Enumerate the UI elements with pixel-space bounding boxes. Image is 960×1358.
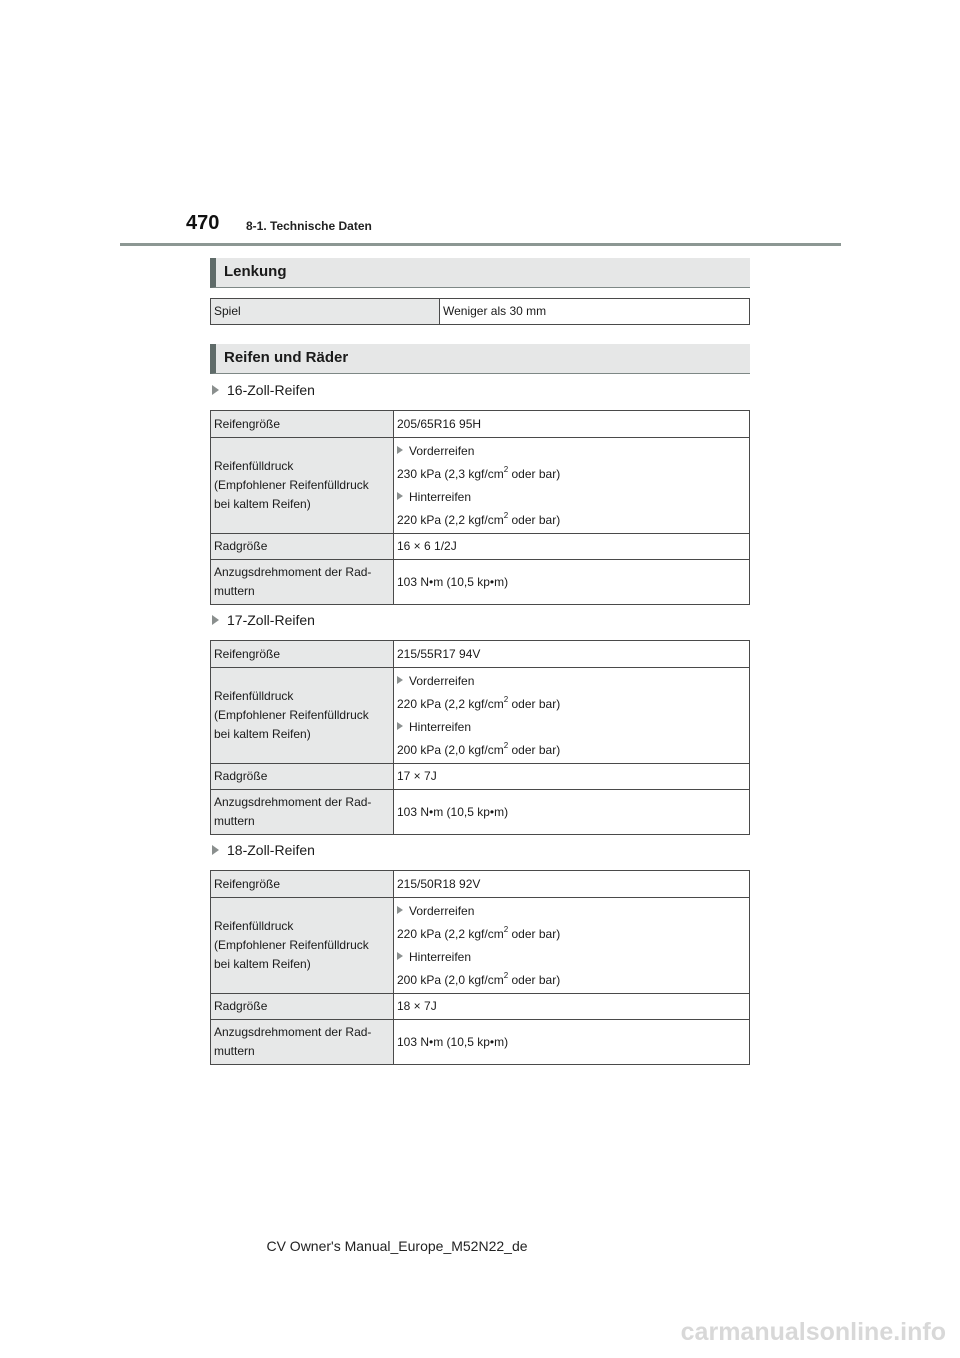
front-tire-line (397, 672, 746, 691)
superscript: 2 (503, 970, 509, 980)
superscript: 2 (503, 924, 509, 934)
front-tire-line (397, 442, 746, 461)
table-label-cell (211, 790, 394, 835)
table-value-cell: 103 N•m (10,5 kp•m) (394, 560, 750, 605)
table-label-cell (211, 438, 394, 534)
front-tire-line (397, 902, 746, 921)
label-line: Reifenfülldruck (214, 689, 294, 703)
table-value-cell (394, 898, 750, 994)
table-row (211, 438, 750, 534)
label-line: bei kaltem Reifen) (214, 957, 311, 971)
rear-tire-pressure (397, 971, 746, 990)
pressure-text: 220 kPa (2,2 kgf/cm (397, 696, 504, 711)
pressure-text: oder bar) (508, 466, 561, 481)
page-number: 470 (186, 212, 220, 234)
table-row (211, 994, 750, 1020)
table-label-cell: Radgröße (211, 994, 394, 1020)
table-label-cell (211, 668, 394, 764)
pressure-text: oder bar) (508, 696, 561, 711)
label-line: Reifenfülldruck (214, 459, 294, 473)
subheading-17-inch (212, 612, 315, 628)
rear-tire-line (397, 488, 746, 507)
subheading-18-inch (212, 842, 315, 858)
table-label-cell: Reifengröße (211, 411, 394, 438)
front-tire-label: Vorderreifen (409, 443, 475, 458)
label-line: (Empfohlener Reifenfülldruck (214, 708, 369, 722)
front-tire-pressure (397, 925, 746, 944)
label-line: (Empfohlener Reifenfülldruck (214, 478, 369, 492)
table-value-cell: Weniger als 30 mm (440, 299, 750, 325)
table-label-cell (211, 560, 394, 605)
rear-tire-line (397, 948, 746, 967)
table-label-cell: Radgröße (211, 764, 394, 790)
table-row (211, 1020, 750, 1065)
pressure-text: oder bar) (508, 512, 561, 527)
label-line: bei kaltem Reifen) (214, 727, 311, 741)
label-line: Anzugsdrehmoment der Rad- (214, 795, 372, 809)
label-line: Anzugsdrehmoment der Rad- (214, 1025, 372, 1039)
arrow-right-icon (212, 845, 219, 855)
subheading-text: 16-Zoll-Reifen (227, 382, 315, 398)
header-rule (120, 243, 841, 246)
section-heading-tires (210, 344, 750, 374)
tire-table-16 (210, 410, 750, 605)
table-value-cell: 17 × 7J (394, 764, 750, 790)
subheading-16-inch (212, 382, 315, 398)
pressure-text: 220 kPa (2,2 kgf/cm (397, 926, 504, 941)
section-title: Reifen und Räder (224, 349, 349, 366)
tire-table-17 (210, 640, 750, 835)
pressure-text: 200 kPa (2,0 kgf/cm (397, 742, 504, 757)
label-line: muttern (214, 1044, 255, 1058)
subheading-text: 17-Zoll-Reifen (227, 612, 315, 628)
table-label-cell (211, 898, 394, 994)
section-title: Lenkung (224, 263, 287, 280)
arrow-right-icon (397, 676, 403, 684)
superscript: 2 (503, 694, 509, 704)
rear-tire-label: Hinterreifen (409, 949, 472, 964)
superscript: 2 (503, 464, 509, 474)
tire-table-18 (210, 870, 750, 1065)
pressure-text: oder bar) (508, 972, 561, 987)
superscript: 2 (503, 740, 509, 750)
arrow-right-icon (397, 492, 403, 500)
label-line: muttern (214, 584, 255, 598)
section-heading-steering (210, 258, 750, 288)
table-value-cell: 103 N•m (10,5 kp•m) (394, 1020, 750, 1065)
table-value-cell: 18 × 7J (394, 994, 750, 1020)
table-label-cell: Reifengröße (211, 641, 394, 668)
rear-tire-label: Hinterreifen (409, 489, 472, 504)
superscript: 2 (503, 510, 509, 520)
watermark: carmanualsonline.info (680, 1318, 946, 1346)
table-value-cell: 16 × 6 1/2J (394, 534, 750, 560)
rear-tire-label: Hinterreifen (409, 719, 472, 734)
table-row (211, 668, 750, 764)
label-line: muttern (214, 814, 255, 828)
front-tire-pressure (397, 695, 746, 714)
table-row (211, 790, 750, 835)
table-value-cell (394, 668, 750, 764)
subheading-text: 18-Zoll-Reifen (227, 842, 315, 858)
arrow-right-icon (397, 722, 403, 730)
pressure-text: oder bar) (508, 742, 561, 757)
table-value-cell: 215/55R17 94V (394, 641, 750, 668)
table-label-cell: Spiel (211, 299, 440, 325)
footer-text: CV Owner's Manual_Europe_M52N22_de (266, 1238, 528, 1254)
table-value-cell: 205/65R16 95H (394, 411, 750, 438)
pressure-text: 220 kPa (2,2 kgf/cm (397, 512, 504, 527)
table-label-cell (211, 1020, 394, 1065)
pressure-text: 230 kPa (2,3 kgf/cm (397, 466, 504, 481)
pressure-text: 200 kPa (2,0 kgf/cm (397, 972, 504, 987)
table-row (211, 898, 750, 994)
table-value-cell: 215/50R18 92V (394, 871, 750, 898)
rear-tire-pressure (397, 741, 746, 760)
arrow-right-icon (212, 615, 219, 625)
table-value-cell: 103 N•m (10,5 kp•m) (394, 790, 750, 835)
chapter-title: 8-1. Technische Daten (246, 219, 372, 233)
table-label-cell: Radgröße (211, 534, 394, 560)
arrow-right-icon (397, 906, 403, 914)
table-row (211, 299, 750, 325)
label-line: Reifenfülldruck (214, 919, 294, 933)
front-tire-label: Vorderreifen (409, 903, 475, 918)
footer (0, 1238, 960, 1254)
front-tire-pressure (397, 465, 746, 484)
table-row (211, 871, 750, 898)
table-value-cell (394, 438, 750, 534)
label-line: bei kaltem Reifen) (214, 497, 311, 511)
table-label-cell: Reifengröße (211, 871, 394, 898)
table-row (211, 560, 750, 605)
table-row (211, 534, 750, 560)
table-row (211, 641, 750, 668)
arrow-right-icon (397, 952, 403, 960)
rear-tire-line (397, 718, 746, 737)
arrow-right-icon (212, 385, 219, 395)
table-row (211, 411, 750, 438)
pressure-text: oder bar) (508, 926, 561, 941)
label-line: Anzugsdrehmoment der Rad- (214, 565, 372, 579)
arrow-right-icon (397, 446, 403, 454)
table-row (211, 764, 750, 790)
rear-tire-pressure (397, 511, 746, 530)
label-line: (Empfohlener Reifenfülldruck (214, 938, 369, 952)
steering-table (210, 298, 750, 325)
front-tire-label: Vorderreifen (409, 673, 475, 688)
